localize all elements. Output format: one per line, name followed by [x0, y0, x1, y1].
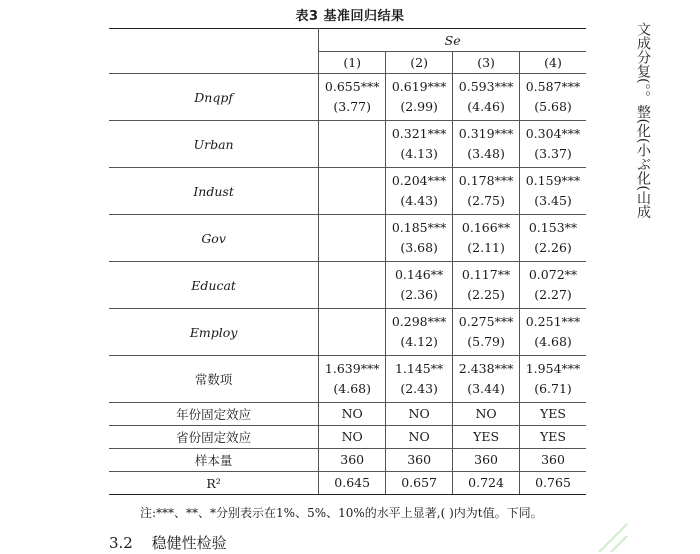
t-value: (4.68)	[333, 381, 371, 396]
value-cell: 360	[319, 449, 386, 472]
column-header: (4)	[520, 52, 586, 74]
coefficient: 0.153**	[528, 220, 578, 235]
coef-cell	[520, 121, 586, 168]
header-group-row	[109, 29, 586, 52]
header-group-label: Se	[319, 29, 586, 52]
t-value: (3.77)	[333, 99, 371, 114]
coef-cell	[520, 356, 586, 403]
table-row	[109, 262, 586, 309]
table-row	[109, 426, 586, 449]
value-cell: NO	[453, 403, 520, 426]
coefficient: 0.185***	[391, 220, 447, 235]
coef-cell	[520, 309, 586, 356]
coef-cell	[319, 356, 386, 403]
coef-cell	[386, 215, 453, 262]
table-row	[109, 215, 586, 262]
row-label: R²	[109, 472, 319, 495]
column-header: (3)	[453, 52, 520, 74]
coefficient: 0.619***	[391, 79, 447, 94]
coef-cell	[319, 215, 386, 262]
t-value: (4.12)	[400, 334, 438, 349]
row-label: 年份固定效应	[109, 403, 319, 426]
row-label: 常数项	[109, 356, 319, 403]
table-note: 注:***、**、*分别表示在1%、5%、10%的水平上显著,( )内为t值。下同。	[140, 506, 543, 520]
t-value: (3.48)	[467, 146, 505, 161]
value-cell: YES	[453, 426, 520, 449]
t-value: (2.26)	[534, 240, 572, 255]
coef-cell	[453, 168, 520, 215]
t-value: (5.68)	[534, 99, 572, 114]
table-row	[109, 121, 586, 168]
coefficient: 0.178***	[458, 173, 514, 188]
t-value: (4.68)	[534, 334, 572, 349]
column-header: (2)	[386, 52, 453, 74]
coefficient: 1.639***	[324, 361, 380, 376]
t-value: (2.11)	[467, 240, 505, 255]
coef-cell	[453, 309, 520, 356]
coefficient: 1.145**	[394, 361, 444, 376]
row-label: Educat	[109, 262, 319, 309]
cropped-side-text	[619, 22, 651, 219]
regression-table	[109, 28, 586, 495]
coefficient: 0.117**	[461, 267, 511, 282]
section-number: 3.2	[109, 534, 133, 552]
coef-cell	[319, 74, 386, 121]
value-cell: NO	[386, 403, 453, 426]
value-cell: 360	[386, 449, 453, 472]
coef-cell	[520, 262, 586, 309]
value-cell: NO	[319, 426, 386, 449]
coefficient: 0.593***	[458, 79, 514, 94]
t-value: (2.43)	[400, 381, 438, 396]
coef-cell	[386, 168, 453, 215]
table-row	[109, 449, 586, 472]
t-value: (3.37)	[534, 146, 572, 161]
coef-cell	[520, 215, 586, 262]
table-row	[109, 403, 586, 426]
column-header: (1)	[319, 52, 386, 74]
section-heading	[109, 532, 227, 553]
coef-cell	[319, 309, 386, 356]
row-label: Dnqpf	[109, 74, 319, 121]
coefficient: 0.166**	[461, 220, 511, 235]
value-cell: 0.657	[386, 472, 453, 495]
t-value: (4.13)	[400, 146, 438, 161]
value-cell: 0.765	[520, 472, 586, 495]
coefficient: 0.321***	[391, 126, 447, 141]
t-value: (3.45)	[534, 193, 572, 208]
coefficient: 2.438***	[458, 361, 514, 376]
t-value: (2.27)	[534, 287, 572, 302]
cropped-side-text-content: 文成分复(。。整(化(小ぶ化(山成	[635, 22, 651, 219]
value-cell: 0.724	[453, 472, 520, 495]
t-value: (6.71)	[534, 381, 572, 396]
row-label: 样本量	[109, 449, 319, 472]
coefficient: 0.298***	[391, 314, 447, 329]
table-row	[109, 74, 586, 121]
coef-cell	[319, 262, 386, 309]
t-value: (2.75)	[467, 193, 505, 208]
coefficient: 0.072**	[528, 267, 578, 282]
coef-cell	[520, 168, 586, 215]
coef-cell	[453, 74, 520, 121]
watermark-icon	[569, 494, 629, 554]
value-cell: 360	[453, 449, 520, 472]
coef-cell	[453, 262, 520, 309]
coef-cell	[453, 356, 520, 403]
t-value: (4.46)	[467, 99, 505, 114]
value-cell: YES	[520, 403, 586, 426]
table-row	[109, 356, 586, 403]
coef-cell	[386, 309, 453, 356]
table-row	[109, 472, 586, 495]
value-cell: NO	[386, 426, 453, 449]
coef-cell	[386, 74, 453, 121]
coefficient: 0.146**	[394, 267, 444, 282]
coef-cell	[386, 262, 453, 309]
table-row	[109, 309, 586, 356]
value-cell: 0.645	[319, 472, 386, 495]
t-value: (2.36)	[400, 287, 438, 302]
coef-cell	[453, 215, 520, 262]
coefficient: 1.954***	[525, 361, 581, 376]
coef-cell	[319, 168, 386, 215]
value-cell: 360	[520, 449, 586, 472]
value-cell: NO	[319, 403, 386, 426]
t-value: (2.99)	[400, 99, 438, 114]
row-label: Employ	[109, 309, 319, 356]
t-value: (4.43)	[400, 193, 438, 208]
coef-cell	[520, 74, 586, 121]
coefficient: 0.204***	[391, 173, 447, 188]
coef-cell	[386, 121, 453, 168]
coefficient: 0.275***	[458, 314, 514, 329]
t-value: (3.44)	[467, 381, 505, 396]
t-value: (5.79)	[467, 334, 505, 349]
row-label: Gov	[109, 215, 319, 262]
coefficient: 0.159***	[525, 173, 581, 188]
section-title: 稳健性检验	[151, 534, 227, 552]
t-value: (2.25)	[467, 287, 505, 302]
coefficient: 0.251***	[525, 314, 581, 329]
header-blank-cell	[109, 29, 319, 74]
row-label: Indust	[109, 168, 319, 215]
coef-cell	[386, 356, 453, 403]
coefficient: 0.587***	[525, 79, 581, 94]
coefficient: 0.304***	[525, 126, 581, 141]
table-title: 表3 基准回归结果	[295, 9, 405, 24]
row-label: 省份固定效应	[109, 426, 319, 449]
coef-cell	[319, 121, 386, 168]
value-cell: YES	[520, 426, 586, 449]
table-row	[109, 168, 586, 215]
row-label: Urban	[109, 121, 319, 168]
t-value: (3.68)	[400, 240, 438, 255]
coefficient: 0.655***	[324, 79, 380, 94]
coef-cell	[453, 121, 520, 168]
coefficient: 0.319***	[458, 126, 514, 141]
